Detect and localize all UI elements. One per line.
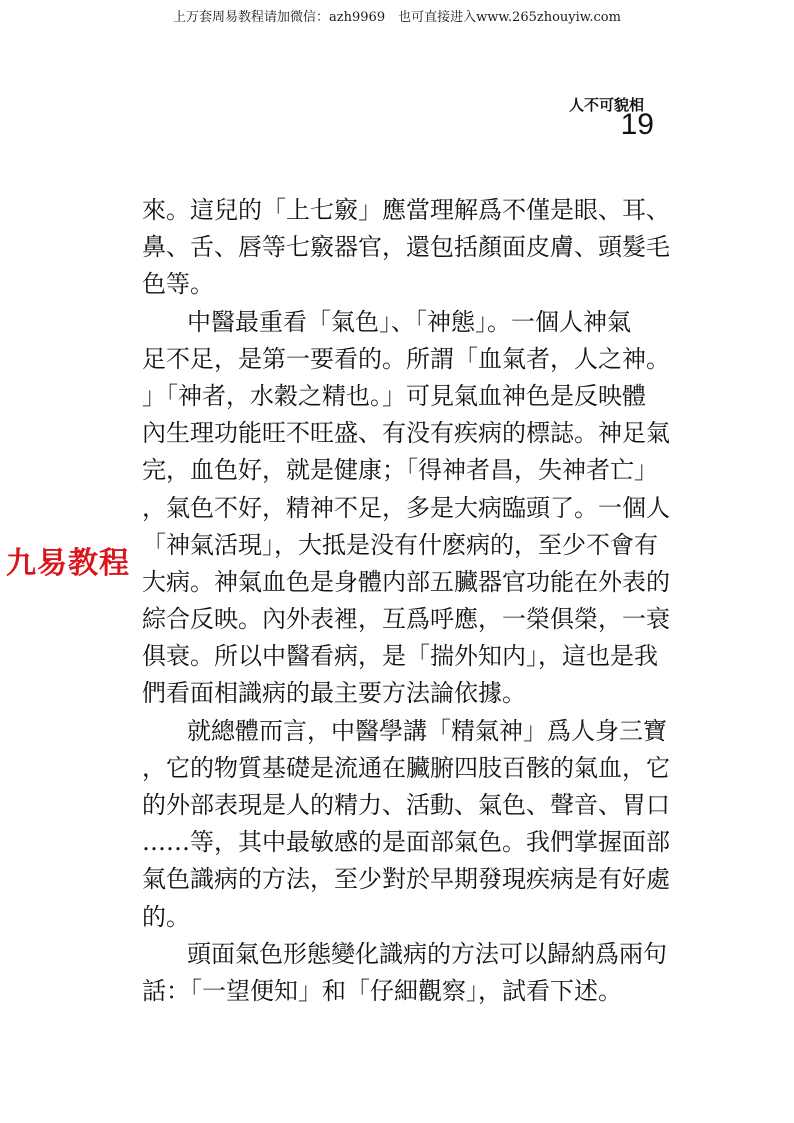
text-line: ……等，其中最敏感的是面部氣色。我們掌握面部	[142, 828, 670, 857]
text-line: 大病。神氣血色是身體内部五臟器官功能在外表的	[142, 567, 670, 596]
text-line: 俱衰。所以中醫看病，是「揣外知内」，這也是我	[142, 642, 658, 671]
text-line: ，氣色不好，精神不足，多是大病臨頭了。一個人	[142, 493, 670, 522]
text-line: ，它的物質基礎是流通在臟腑四肢百骸的氣血，它	[142, 753, 670, 782]
text-line: 的外部表現是人的精力、活動、氣色、聲音、胃口	[142, 791, 670, 819]
body-text	[142, 192, 670, 1010]
text-line: 的。	[142, 902, 190, 931]
text-line: 內生理功能旺不旺盛、有没有疾病的標誌。神足氣	[142, 419, 670, 448]
top-banner: 上万套周易教程请加微信：azh9969 也可直接进入www.265zhouyiw.com	[173, 10, 621, 25]
text-line: 來。這兒的「上七竅」應當理解爲不僅是眼、耳、	[142, 196, 670, 224]
text-line: 綜合反映。內外表裡，互爲呼應，一榮俱榮，一衰	[142, 605, 670, 634]
text-line: 」「神者，水穀之精也。」可見氣血神色是反映體	[142, 381, 646, 410]
text-line: 足不足，是第一要看的。所謂「血氣者，人之神。	[142, 344, 670, 373]
paragraph-start-line: 就總體而言，中醫學講「精氣神」爲人身三寶	[187, 716, 667, 745]
text-line: 「神氣活現」，大抵是没有什麽病的，至少不會有	[142, 530, 658, 559]
text-line: 完，血色好，就是健康；「得神者昌，失神者亡」	[142, 456, 658, 485]
text-line: 氣色識病的方法，至少對於早期發現疾病是有好處	[142, 865, 670, 894]
text-line: 色等。	[142, 270, 214, 299]
text-line: 們看面相識病的最主要方法論依據。	[142, 679, 526, 708]
running-title: 人不可貌相	[568, 96, 644, 114]
text-line: 鼻、舌、唇等七竅器官，還包括顏面皮膚、頭髮毛	[142, 233, 670, 262]
paragraph-start-line: 頭面氣色形態變化識病的方法可以歸納爲兩句	[187, 939, 667, 968]
text-line: 話：「一望便知」和「仔細觀察」，試看下述。	[142, 976, 622, 1005]
page-number: 19	[620, 108, 654, 141]
watermark-logo: 九易教程	[6, 546, 130, 581]
paragraph-start-line: 中醫最重看「氣色」、「神態」。一個人神氣	[187, 307, 631, 336]
